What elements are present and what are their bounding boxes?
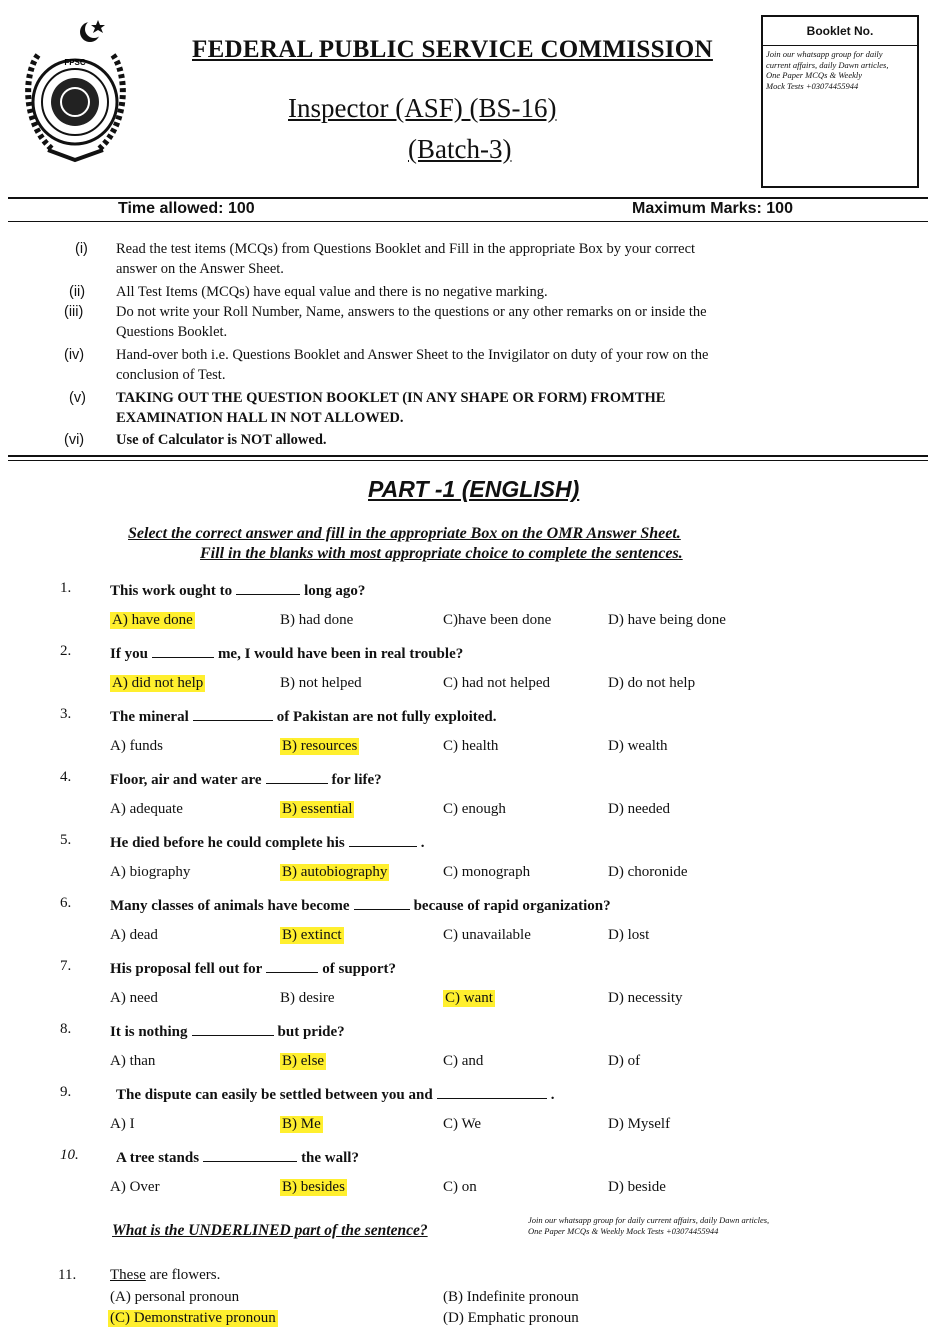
option[interactable]: D) necessity — [608, 990, 683, 1006]
question-text-end: the wall? — [301, 1150, 359, 1166]
option[interactable]: D) have being done — [608, 612, 726, 628]
option[interactable]: C) enough — [443, 801, 506, 817]
instruction-num: (vi) — [64, 432, 85, 448]
question-stem — [116, 1084, 554, 1104]
question-text-end: of Pakistan are not fully exploited. — [276, 709, 497, 725]
question-text: If you — [110, 646, 148, 662]
option[interactable]: D) lost — [608, 927, 650, 943]
question-text: His proposal fell out for — [110, 961, 263, 977]
question-number: 3. — [60, 706, 72, 722]
question-stem — [110, 580, 365, 600]
instruction-line: TAKING OUT THE QUESTION BOOKLET (IN ANY SHAPE OR FORM) FROMTHE — [116, 390, 666, 406]
question-stem — [110, 832, 424, 852]
option[interactable]: (B) Indefinite pronoun — [443, 1289, 579, 1305]
svg-text:FPSC: FPSC — [64, 58, 86, 67]
direction-1: Select the correct answer and fill in the appropriate Box on the OMR Answer Sheet. — [128, 525, 681, 542]
question-text-end: . — [420, 835, 425, 851]
question-text-end: but pride? — [277, 1024, 345, 1040]
question-stem — [110, 706, 496, 726]
instruction-num: (iv) — [64, 347, 85, 363]
option-correct[interactable]: B) Me — [282, 1116, 321, 1132]
option[interactable]: C) had not helped — [443, 675, 551, 691]
option-correct[interactable]: (C) Demonstrative pronoun — [110, 1310, 276, 1326]
header-rule — [8, 197, 928, 199]
option[interactable]: A) dead — [110, 927, 158, 943]
instruction-num: (v) — [69, 390, 86, 406]
question-text-end: because of rapid organization? — [413, 898, 611, 914]
question-stem — [116, 1147, 359, 1167]
question-stem — [110, 958, 396, 978]
question-11-stem — [110, 1267, 220, 1284]
instruction-line: EXAMINATION HALL IN NOT ALLOWED. — [116, 410, 404, 426]
option[interactable]: D) beside — [608, 1179, 666, 1195]
option[interactable]: D) choronide — [608, 864, 688, 880]
booklet-note — [763, 46, 917, 91]
instructions-rule-thin — [8, 460, 928, 461]
question-number: 8. — [60, 1021, 72, 1037]
question-number: 10. — [60, 1147, 79, 1163]
question-number: 4. — [60, 769, 72, 785]
answer-blank — [354, 895, 410, 910]
instruction-line: Read the test items (MCQs) from Questions Booklet and Fill in the appropriate Box by your correct — [116, 241, 696, 257]
direction-2: Fill in the blanks with most appropriate choice to complete the sentences. — [200, 545, 683, 562]
option-correct[interactable]: B) essential — [282, 801, 353, 817]
footer-note — [528, 1215, 769, 1237]
option-correct[interactable]: A) have done — [112, 612, 193, 628]
booklet-note-line: Join our whatsapp group for daily — [766, 49, 883, 59]
instruction-line: Do not write your Roll Number, Name, answers to the questions or any other remarks on or inside the — [116, 304, 707, 320]
question-text: A tree stands — [116, 1150, 200, 1166]
booklet-number-box — [761, 15, 919, 188]
underline-section-title: What is the UNDERLINED part of the sentence? — [112, 1222, 428, 1239]
fpsc-logo — [8, 10, 143, 165]
question-number: 1. — [60, 580, 72, 596]
question-stem — [110, 1021, 345, 1041]
question-text-end: . — [550, 1087, 555, 1103]
part-title: PART -1 (ENGLISH) — [368, 476, 580, 502]
answer-blank — [266, 958, 318, 973]
instruction-num: (ii) — [69, 284, 86, 300]
instruction-line: Questions Booklet. — [116, 324, 228, 340]
instruction-line: Hand-over both i.e. Questions Booklet and Answer Sheet to the Invigilator on duty of your row on the — [116, 347, 709, 363]
question-text-end: me, I would have been in real trouble? — [217, 646, 464, 662]
answer-blank — [192, 1021, 274, 1036]
question-stem — [110, 769, 382, 789]
option[interactable]: (A) personal pronoun — [110, 1289, 240, 1305]
footer-note-line: Join our whatsapp group for daily current affairs, daily Dawn articles, — [528, 1215, 770, 1225]
option[interactable]: C)have been done — [443, 612, 552, 628]
answer-blank — [203, 1147, 297, 1162]
question-stem — [110, 895, 611, 915]
question-number: 7. — [60, 958, 72, 974]
question-text-end: long ago? — [304, 583, 366, 599]
option-correct[interactable]: B) resources — [282, 738, 358, 754]
option[interactable]: A) need — [110, 990, 158, 1006]
option[interactable]: C) health — [443, 738, 499, 754]
question-number: 9. — [60, 1084, 72, 1100]
option-correct[interactable]: B) autobiography — [282, 864, 388, 880]
question-11-rest: are flowers. — [145, 1267, 221, 1283]
instruction-line: answer on the Answer Sheet. — [116, 261, 284, 277]
answer-blank — [236, 580, 300, 595]
booklet-note-line: Mock Tests +03074455944 — [766, 80, 859, 91]
question-text: This work ought to — [110, 583, 233, 599]
booklet-label: Booklet No. — [806, 24, 874, 38]
option[interactable]: A) I — [110, 1116, 135, 1132]
question-number: 2. — [60, 643, 72, 659]
option-correct[interactable]: A) did not help — [112, 675, 204, 691]
option[interactable]: B) desire — [280, 990, 335, 1006]
answer-blank — [152, 643, 214, 658]
question-number: 6. — [60, 895, 72, 911]
option[interactable]: A) Over — [110, 1179, 160, 1195]
instructions-rule — [8, 455, 928, 457]
booklet-note-line: One Paper MCQs & Weekly — [766, 70, 862, 80]
option[interactable]: A) biography — [110, 864, 191, 880]
option[interactable]: D) Myself — [608, 1116, 671, 1132]
question-text: Many classes of animals have become — [110, 898, 350, 914]
option[interactable]: A) than — [110, 1053, 156, 1069]
option[interactable]: D) needed — [608, 801, 671, 817]
question-text: The mineral — [110, 709, 189, 725]
option[interactable]: C) unavailable — [443, 927, 531, 943]
time-allowed: Time allowed: 100 — [118, 200, 255, 217]
instruction-line: Use of Calculator is NOT allowed. — [116, 432, 327, 448]
answer-blank — [193, 706, 273, 721]
answer-blank — [266, 769, 328, 784]
question-number: 5. — [60, 832, 72, 848]
meta-rule — [8, 221, 928, 222]
question-text-end: of support? — [322, 961, 396, 977]
option[interactable]: B) had done — [280, 612, 354, 628]
answer-blank — [349, 832, 417, 847]
instruction-num: (i) — [75, 241, 88, 257]
option-correct[interactable]: B) besides — [282, 1179, 345, 1195]
booklet-note-line: current affairs, daily Dawn articles, — [766, 59, 889, 70]
question-text-end: for life? — [331, 772, 382, 788]
option[interactable]: C) on — [443, 1179, 477, 1195]
option[interactable]: (D) Emphatic pronoun — [443, 1310, 579, 1326]
option[interactable]: C) and — [443, 1053, 484, 1069]
option[interactable]: C) monograph — [443, 864, 531, 880]
option-correct[interactable]: B) extinct — [282, 927, 342, 943]
org-title: FEDERAL PUBLIC SERVICE COMMISSION — [192, 36, 713, 63]
underlined-word: These — [110, 1267, 146, 1283]
question-text: He died before he could complete his — [110, 835, 345, 851]
option[interactable]: A) adequate — [110, 801, 183, 817]
question-text: The dispute can easily be settled between you and — [116, 1087, 433, 1103]
option[interactable]: A) funds — [110, 738, 163, 754]
instruction-line: conclusion of Test. — [116, 367, 226, 383]
question-text: It is nothing — [110, 1024, 188, 1040]
instruction-num: (iii) — [64, 304, 84, 320]
post-title: Inspector (ASF) (BS-16) — [288, 93, 557, 123]
option[interactable]: B) not helped — [280, 675, 362, 691]
question-number: 11. — [58, 1267, 77, 1283]
max-marks: Maximum Marks: 100 — [632, 200, 793, 217]
question-stem — [110, 643, 463, 663]
answer-blank — [437, 1084, 547, 1099]
footer-note-line: One Paper MCQs & Weekly Mock Tests +03074455944 — [528, 1226, 719, 1236]
option-correct[interactable]: B) else — [282, 1053, 325, 1069]
question-text: Floor, air and water are — [110, 772, 262, 788]
option-correct[interactable]: C) want — [445, 990, 493, 1006]
option[interactable]: D) do not help — [608, 675, 696, 691]
option[interactable]: D) wealth — [608, 738, 668, 754]
batch-title: (Batch-3) — [408, 134, 512, 164]
option[interactable]: D) of — [608, 1053, 641, 1069]
option[interactable]: C) We — [443, 1116, 482, 1132]
instruction-line: All Test Items (MCQs) have equal value and there is no negative marking. — [116, 284, 548, 300]
